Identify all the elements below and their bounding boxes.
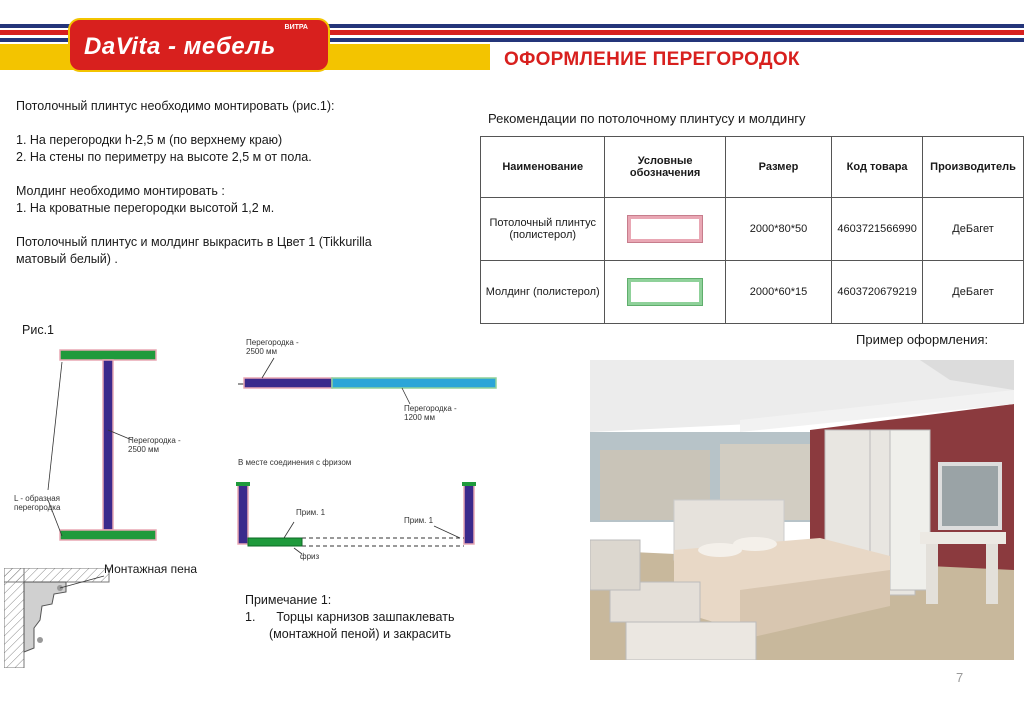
cell-maker: ДеБагет <box>923 261 1024 324</box>
cell-size: 2000*80*50 <box>725 198 831 261</box>
cell-code: 4603720679219 <box>832 261 923 324</box>
cell-code: 4603721566990 <box>832 198 923 261</box>
figure-caption: Рис.1 <box>22 323 54 337</box>
text-line: Потолочный плинтус и молдинг выкрасить в Цвет 1 (Tikkurilla <box>16 235 372 249</box>
text-line: 2. На стены по периметру на высоте 2,5 м от пола. <box>16 150 312 164</box>
logo-brand-text: DaVita - мебель <box>84 33 276 60</box>
label-1200: Перегородка - 1200 мм <box>404 404 457 422</box>
text-line: Потолочный плинтус необходимо монтировать (рис.1): <box>16 99 335 113</box>
page-title: ОФОРМЛЕНИЕ ПЕРЕГОРОДОК <box>504 49 800 70</box>
header-cell: Производитель <box>923 137 1024 198</box>
header-cell: Наименование <box>481 137 605 198</box>
cell-symbol <box>605 198 725 261</box>
cell-name: Потолочный плинтус (полистерол) <box>481 198 605 261</box>
label-frieze: фриз <box>300 552 320 561</box>
left-text-block <box>16 98 436 268</box>
brand-logo <box>68 18 330 72</box>
example-bedroom-photo <box>590 360 1014 660</box>
example-title: Пример оформления: <box>856 332 989 347</box>
recommendation-table <box>480 136 1024 324</box>
cornice-foam-diagram <box>4 568 114 668</box>
note-item <box>245 609 505 626</box>
note-block <box>245 592 505 643</box>
l-partition-diagram <box>0 340 220 580</box>
partition-join-diagram <box>234 350 504 410</box>
note-item-line1: Торцы карнизов зашпаклевать <box>276 610 455 624</box>
cell-symbol <box>605 261 725 324</box>
note-title: Примечание 1: <box>245 593 332 607</box>
header-cell: Условные обозначения <box>605 137 725 198</box>
label-l-partition: L - образная перегородка <box>14 494 61 512</box>
table-header-row <box>481 137 1024 198</box>
header-cell: Размер <box>725 137 831 198</box>
label-note1a: Прим. 1 <box>296 508 326 517</box>
note-item-number: 1. <box>245 610 256 624</box>
cell-maker: ДеБагет <box>923 198 1024 261</box>
header-cell: Код товара <box>832 137 923 198</box>
label-note1b: Прим. 1 <box>404 516 434 525</box>
text-line: 1. На кроватные перегородки высотой 1,2 м. <box>16 201 275 215</box>
text-line: 1. На перегородки h-2,5 м (по верхнему краю) <box>16 133 283 147</box>
logo-sub-label: ВИТРА <box>284 24 308 31</box>
table-row <box>481 261 1024 324</box>
table-row <box>481 198 1024 261</box>
table-title: Рекомендации по потолочному плинтусу и молдингу <box>488 111 806 126</box>
cell-size: 2000*60*15 <box>725 261 831 324</box>
page-number: 7 <box>956 670 964 685</box>
label-partition-2500: Перегородка - 2500 мм <box>128 436 181 454</box>
label-foam: Монтажная пена <box>104 562 198 576</box>
molding-swatch <box>628 279 702 305</box>
text-line: матовый белый) . <box>16 252 118 266</box>
cell-name: Молдинг (полистерол) <box>481 261 605 324</box>
note-item-line2: (монтажной пеной) и закрасить <box>269 627 451 641</box>
label-top-2500: Перегородка - 2500 мм <box>246 338 299 356</box>
label-frieze-join: В месте соединения с фризом <box>238 458 352 467</box>
text-line: Молдинг необходимо монтировать : <box>16 184 225 198</box>
ceiling-plinth-swatch <box>628 216 702 242</box>
frieze-join-diagram <box>234 476 494 566</box>
